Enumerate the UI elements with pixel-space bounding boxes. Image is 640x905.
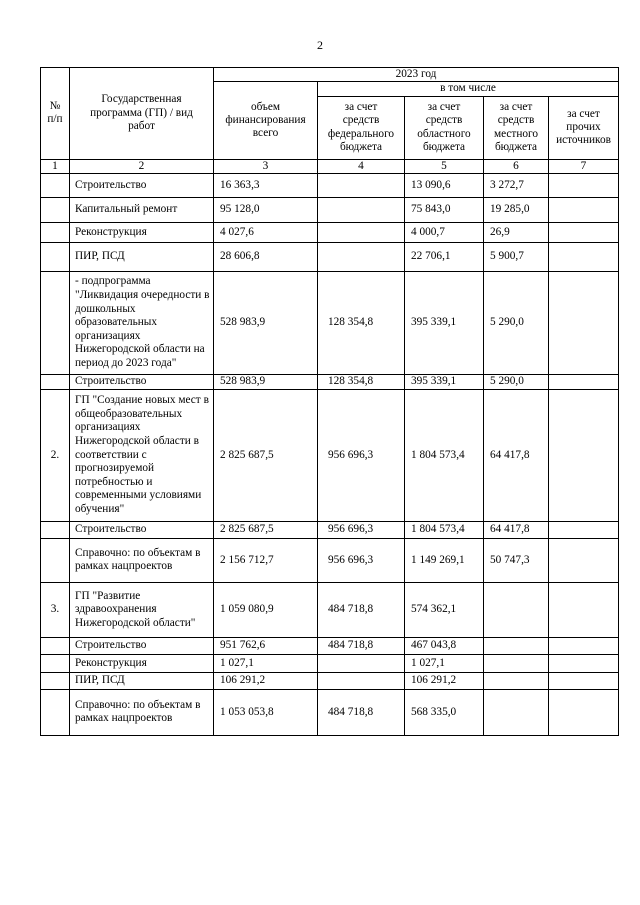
table-row (41, 689, 619, 735)
total-amount: 528 983,9 (214, 374, 318, 389)
program-name: Справочно: по объектам в рамках нацпроектов (70, 538, 214, 582)
total-amount: 28 606,8 (214, 242, 318, 271)
local-amount (484, 582, 549, 637)
regional-amount: 4 000,7 (405, 222, 484, 242)
row-number (41, 654, 70, 672)
federal-amount: 128 354,8 (318, 374, 405, 389)
local-amount: 26,9 (484, 222, 549, 242)
other-amount (549, 374, 619, 389)
row-number (41, 173, 70, 197)
local-amount (484, 689, 549, 735)
federal-amount (318, 173, 405, 197)
other-amount (549, 222, 619, 242)
regional-amount: 1 027,1 (405, 654, 484, 672)
local-amount: 5 900,7 (484, 242, 549, 271)
table-row (41, 521, 619, 538)
federal-amount: 956 696,3 (318, 521, 405, 538)
regional-amount: 574 362,1 (405, 582, 484, 637)
table-row (41, 242, 619, 271)
local-amount: 5 290,0 (484, 271, 549, 374)
table-row (41, 582, 619, 637)
program-name: Капитальный ремонт (70, 197, 214, 222)
program-name: Реконструкция (70, 654, 214, 672)
program-name: Строительство (70, 637, 214, 654)
program-name: Строительство (70, 374, 214, 389)
federal-amount (318, 222, 405, 242)
page-number: 2 (317, 38, 323, 52)
total-amount: 528 983,9 (214, 271, 318, 374)
regional-amount: 1 804 573,4 (405, 389, 484, 521)
program-name: Строительство (70, 521, 214, 538)
regional-amount: 106 291,2 (405, 672, 484, 689)
regional-amount: 395 339,1 (405, 374, 484, 389)
other-amount (549, 197, 619, 222)
total-amount: 106 291,2 (214, 672, 318, 689)
program-name: ГП "Создание новых мест в общеобразовательных организациях Нижегородской области в соответствии с прогнозируемой потребностью и современными условиями обучения" (70, 389, 214, 521)
table-row (41, 654, 619, 672)
regional-amount: 395 339,1 (405, 271, 484, 374)
total-amount: 2 156 712,7 (214, 538, 318, 582)
federal-amount: 484 718,8 (318, 689, 405, 735)
other-amount (549, 521, 619, 538)
row-number (41, 689, 70, 735)
total-amount: 1 059 080,9 (214, 582, 318, 637)
regional-amount: 13 090,6 (405, 173, 484, 197)
other-amount (549, 538, 619, 582)
regional-amount: 22 706,1 (405, 242, 484, 271)
program-name: Реконструкция (70, 222, 214, 242)
header-including: в том числе (318, 82, 619, 96)
header-local: за счет средств местного бюджета (484, 96, 549, 159)
total-amount: 1 027,1 (214, 654, 318, 672)
local-amount: 5 290,0 (484, 374, 549, 389)
column-number: 3 (214, 159, 318, 173)
table-row (41, 197, 619, 222)
program-name: Строительство (70, 173, 214, 197)
row-number (41, 242, 70, 271)
other-amount (549, 689, 619, 735)
header-year: 2023 год (214, 68, 619, 82)
federal-amount (318, 672, 405, 689)
program-name: - подпрограмма "Ликвидация очередности в дошкольных образовательных организациях Нижегородской области на период до 2023 года" (70, 271, 214, 374)
table-row (41, 222, 619, 242)
column-number: 1 (41, 159, 70, 173)
table-row (41, 672, 619, 689)
federal-amount (318, 197, 405, 222)
other-amount (549, 672, 619, 689)
other-amount (549, 582, 619, 637)
regional-amount: 568 335,0 (405, 689, 484, 735)
header-program: Государственная программа (ГП) / вид работ (70, 68, 214, 160)
other-amount (549, 271, 619, 374)
program-name: ГП "Развитие здравоохранения Нижегородской области" (70, 582, 214, 637)
row-number (41, 538, 70, 582)
row-number: 2. (41, 389, 70, 521)
program-name: ПИР, ПСД (70, 242, 214, 271)
row-number (41, 374, 70, 389)
header-other: за счет прочих источников (549, 96, 619, 159)
federal-amount: 956 696,3 (318, 538, 405, 582)
other-amount (549, 173, 619, 197)
column-number: 4 (318, 159, 405, 173)
total-amount: 95 128,0 (214, 197, 318, 222)
regional-amount: 1 804 573,4 (405, 521, 484, 538)
header-federal: за счет средств федерального бюджета (318, 96, 405, 159)
federal-amount: 128 354,8 (318, 271, 405, 374)
row-number (41, 637, 70, 654)
local-amount (484, 654, 549, 672)
regional-amount: 467 043,8 (405, 637, 484, 654)
federal-amount: 484 718,8 (318, 637, 405, 654)
table-row (41, 538, 619, 582)
header-total: объем финансирования всего (214, 82, 318, 159)
total-amount: 951 762,6 (214, 637, 318, 654)
table-row (41, 271, 619, 374)
regional-amount: 75 843,0 (405, 197, 484, 222)
row-number: 3. (41, 582, 70, 637)
other-amount (549, 242, 619, 271)
table-row (41, 173, 619, 197)
local-amount: 64 417,8 (484, 521, 549, 538)
row-number (41, 271, 70, 374)
total-amount: 1 053 053,8 (214, 689, 318, 735)
other-amount (549, 389, 619, 521)
other-amount (549, 654, 619, 672)
column-number: 2 (70, 159, 214, 173)
row-number (41, 197, 70, 222)
row-number (41, 672, 70, 689)
column-number: 5 (405, 159, 484, 173)
total-amount: 2 825 687,5 (214, 521, 318, 538)
federal-amount: 484 718,8 (318, 582, 405, 637)
column-number: 7 (549, 159, 619, 173)
local-amount (484, 637, 549, 654)
total-amount: 4 027,6 (214, 222, 318, 242)
row-number (41, 222, 70, 242)
federal-amount: 956 696,3 (318, 389, 405, 521)
regional-amount: 1 149 269,1 (405, 538, 484, 582)
row-number (41, 521, 70, 538)
column-number: 6 (484, 159, 549, 173)
total-amount: 16 363,3 (214, 173, 318, 197)
federal-amount (318, 654, 405, 672)
other-amount (549, 637, 619, 654)
program-name: ПИР, ПСД (70, 672, 214, 689)
header-regional: за счет средств областного бюджета (405, 96, 484, 159)
local-amount: 3 272,7 (484, 173, 549, 197)
local-amount: 50 747,3 (484, 538, 549, 582)
total-amount: 2 825 687,5 (214, 389, 318, 521)
table-row (41, 389, 619, 521)
table-row (41, 374, 619, 389)
local-amount (484, 672, 549, 689)
local-amount: 64 417,8 (484, 389, 549, 521)
header-no: № п/п (41, 68, 70, 160)
local-amount: 19 285,0 (484, 197, 549, 222)
federal-amount (318, 242, 405, 271)
financing-table (40, 67, 619, 736)
program-name: Справочно: по объектам в рамках нацпроектов (70, 689, 214, 735)
table-row (41, 637, 619, 654)
